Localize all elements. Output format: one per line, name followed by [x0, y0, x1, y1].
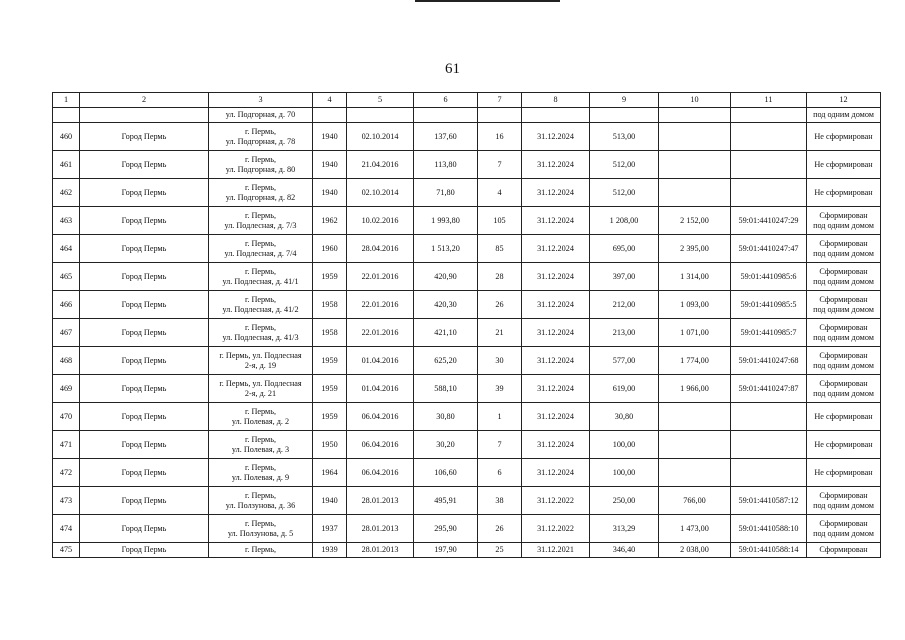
value9-cell: 346,40 — [590, 543, 659, 558]
column-header: 9 — [590, 93, 659, 108]
status-cell — [807, 459, 881, 487]
deadline-cell: 31.12.2024 — [522, 263, 590, 291]
address-cell — [209, 347, 313, 375]
area-cell: 420,90 — [414, 263, 478, 291]
status-line: Сформирован — [819, 322, 868, 332]
count-cell: 16 — [478, 123, 522, 151]
area-cell: 30,20 — [414, 431, 478, 459]
deadline-cell: 31.12.2021 — [522, 543, 590, 558]
status-cell — [807, 347, 881, 375]
area-cell: 420,30 — [414, 291, 478, 319]
column-header: 7 — [478, 93, 522, 108]
date-cell: 28.01.2013 — [347, 487, 414, 515]
address-line: ул. Ползунова, д. 5 — [227, 528, 294, 538]
value10-cell: 1 071,00 — [659, 319, 731, 347]
row-number-cell: 475 — [53, 543, 80, 558]
deadline-cell: 31.12.2024 — [522, 207, 590, 235]
housing-register-table — [52, 92, 881, 558]
cadastral-cell: 59:01:4410985:5 — [731, 291, 807, 319]
cadastral-cell: 59:01:4410587:12 — [731, 487, 807, 515]
area-cell: 30,80 — [414, 403, 478, 431]
address-line: г. Пермь, — [244, 490, 276, 500]
address-cell — [209, 123, 313, 151]
address-line: г. Пермь, — [244, 518, 276, 528]
address-cell: г. Пермь, — [209, 543, 313, 558]
value9-cell: 1 208,00 — [590, 207, 659, 235]
count-cell: 26 — [478, 515, 522, 543]
year-cell: 1962 — [313, 207, 347, 235]
deadline-cell: 31.12.2024 — [522, 347, 590, 375]
city-cell: Город Пермь — [80, 515, 209, 543]
count-cell: 6 — [478, 459, 522, 487]
count-cell: 1 — [478, 403, 522, 431]
status-cell — [807, 403, 881, 431]
value9-cell: 313,29 — [590, 515, 659, 543]
count-cell: 85 — [478, 235, 522, 263]
cadastral-cell — [731, 123, 807, 151]
deadline-cell: 31.12.2022 — [522, 515, 590, 543]
status-cell — [807, 151, 881, 179]
date-cell: 01.04.2016 — [347, 375, 414, 403]
status-line: Сформирован — [819, 210, 868, 220]
row-number-cell: 467 — [53, 319, 80, 347]
city-cell: Город Пермь — [80, 319, 209, 347]
address-line: ул. Полевая, д. 3 — [231, 444, 290, 454]
address-line: ул. Полевая, д. 2 — [231, 416, 290, 426]
value9-cell: 30,80 — [590, 403, 659, 431]
cadastral-cell: 59:01:4410588:10 — [731, 515, 807, 543]
table-row — [53, 347, 881, 375]
column-header: 1 — [53, 93, 80, 108]
deadline-cell: 31.12.2024 — [522, 319, 590, 347]
row-number-cell: 463 — [53, 207, 80, 235]
address-cell — [209, 319, 313, 347]
city-cell: Город Пермь — [80, 151, 209, 179]
status-cell — [807, 207, 881, 235]
deadline-cell: 31.12.2024 — [522, 291, 590, 319]
status-cell — [807, 263, 881, 291]
column-number-row — [53, 93, 881, 108]
status-line: Сформирован — [819, 490, 868, 500]
city-cell: Город Пермь — [80, 291, 209, 319]
date-cell: 06.04.2016 — [347, 403, 414, 431]
value9-cell: 397,00 — [590, 263, 659, 291]
year-cell: 1940 — [313, 151, 347, 179]
table-row — [53, 403, 881, 431]
city-cell: Город Пермь — [80, 431, 209, 459]
count-cell: 39 — [478, 375, 522, 403]
table-row — [53, 375, 881, 403]
column-header: 10 — [659, 93, 731, 108]
row-number-cell: 469 — [53, 375, 80, 403]
address-line: ул. Полевая, д. 9 — [231, 472, 290, 482]
address-line: г. Пермь, ул. Подлесная — [219, 378, 302, 388]
address-line: ул. Подлесная, д. 41/2 — [222, 304, 299, 314]
date-cell: 02.10.2014 — [347, 123, 414, 151]
address-cell — [209, 207, 313, 235]
address-cell — [209, 403, 313, 431]
cadastral-cell: 59:01:4410985:6 — [731, 263, 807, 291]
address-line: г. Пермь, — [244, 210, 276, 220]
city-cell: Город Пермь — [80, 263, 209, 291]
address-cell — [209, 487, 313, 515]
city-cell: Город Пермь — [80, 403, 209, 431]
status-cell — [807, 123, 881, 151]
row-number-cell: 466 — [53, 291, 80, 319]
row-number-cell: 465 — [53, 263, 80, 291]
city-cell: Город Пермь — [80, 179, 209, 207]
date-cell: 28.01.2013 — [347, 543, 414, 558]
year-cell: 1960 — [313, 235, 347, 263]
count-cell: 21 — [478, 319, 522, 347]
address-line: г. Пермь, — [244, 434, 276, 444]
row-number-cell: 461 — [53, 151, 80, 179]
column-header: 5 — [347, 93, 414, 108]
year-cell: 1959 — [313, 263, 347, 291]
date-cell: 22.01.2016 — [347, 319, 414, 347]
count-cell: 38 — [478, 487, 522, 515]
address-line: ул. Подгорная, д. 78 — [225, 136, 296, 146]
column-header: 11 — [731, 93, 807, 108]
status-line: Сформирован — [819, 294, 868, 304]
table-row — [53, 207, 881, 235]
address-line: ул. Подлесная, д. 41/3 — [222, 332, 299, 342]
address-line: г. Пермь, — [244, 406, 276, 416]
address-cell — [209, 179, 313, 207]
status-cell — [807, 375, 881, 403]
year-cell: 1940 — [313, 123, 347, 151]
value10-cell: 1 314,00 — [659, 263, 731, 291]
table-row — [53, 291, 881, 319]
area-cell: 1 993,80 — [414, 207, 478, 235]
status-cell — [807, 235, 881, 263]
address-line: г. Пермь, — [244, 294, 276, 304]
status-line: Сформирован — [819, 238, 868, 248]
row-number-cell: 464 — [53, 235, 80, 263]
status-cell — [807, 319, 881, 347]
area-cell: 421,10 — [414, 319, 478, 347]
top-rule — [415, 0, 560, 2]
year-cell: 1937 — [313, 515, 347, 543]
year-cell: 1940 — [313, 487, 347, 515]
area-cell: 295,90 — [414, 515, 478, 543]
count-cell: 26 — [478, 291, 522, 319]
address-cell — [209, 263, 313, 291]
date-cell: 28.01.2013 — [347, 515, 414, 543]
status-line: под одним домом — [813, 388, 874, 398]
value10-cell: 1 966,00 — [659, 375, 731, 403]
city-cell: Город Пермь — [80, 347, 209, 375]
status-line: Не сформирован — [814, 159, 873, 169]
column-header: 8 — [522, 93, 590, 108]
city-cell: Город Пермь — [80, 543, 209, 558]
address-line: г. Пермь, — [244, 182, 276, 192]
deadline-cell: 31.12.2024 — [522, 151, 590, 179]
address-cell — [209, 375, 313, 403]
status-line: под одним домом — [813, 528, 874, 538]
table-row — [53, 431, 881, 459]
value10-cell — [659, 459, 731, 487]
deadline-cell: 31.12.2024 — [522, 403, 590, 431]
address-cell — [209, 431, 313, 459]
deadline-cell: 31.12.2024 — [522, 123, 590, 151]
count-cell: 7 — [478, 151, 522, 179]
status-line: Не сформирован — [814, 439, 873, 449]
cadastral-cell — [731, 431, 807, 459]
value9-cell: 619,00 — [590, 375, 659, 403]
area-cell: 1 513,20 — [414, 235, 478, 263]
deadline-cell: 31.12.2022 — [522, 487, 590, 515]
date-cell: 22.01.2016 — [347, 263, 414, 291]
deadline-cell: 31.12.2024 — [522, 179, 590, 207]
table-row — [53, 179, 881, 207]
value10-cell — [659, 123, 731, 151]
city-cell: Город Пермь — [80, 487, 209, 515]
value9-cell: 100,00 — [590, 459, 659, 487]
date-cell: 28.04.2016 — [347, 235, 414, 263]
status-line: под одним домом — [813, 276, 874, 286]
status-line: под одним домом — [813, 220, 874, 230]
column-header: 2 — [80, 93, 209, 108]
row-number-cell: 462 — [53, 179, 80, 207]
date-cell: 06.04.2016 — [347, 431, 414, 459]
value10-cell — [659, 431, 731, 459]
value10-cell: 2 395,00 — [659, 235, 731, 263]
year-cell: 1959 — [313, 403, 347, 431]
address-cell — [209, 459, 313, 487]
area-cell: 625,20 — [414, 347, 478, 375]
year-cell: 1958 — [313, 291, 347, 319]
cadastral-cell — [731, 179, 807, 207]
count-cell: 7 — [478, 431, 522, 459]
status-line: Не сформирован — [814, 187, 873, 197]
status-line: под одним домом — [813, 360, 874, 370]
status-line: Не сформирован — [814, 467, 873, 477]
status-cell — [807, 431, 881, 459]
value10-cell — [659, 179, 731, 207]
value9-cell: 577,00 — [590, 347, 659, 375]
cadastral-cell: 59:01:4410247:29 — [731, 207, 807, 235]
area-cell: 495,91 — [414, 487, 478, 515]
address-line: г. Пермь, — [244, 266, 276, 276]
value10-cell: 2 038,00 — [659, 543, 731, 558]
address-cell — [209, 151, 313, 179]
status-cell: под одним домом — [807, 108, 881, 123]
row-number-cell: 468 — [53, 347, 80, 375]
row-number-cell: 473 — [53, 487, 80, 515]
table-row — [53, 459, 881, 487]
address-line: г. Пермь, — [244, 238, 276, 248]
status-line: Сформирован — [819, 518, 868, 528]
status-line: под одним домом — [813, 304, 874, 314]
value10-cell: 2 152,00 — [659, 207, 731, 235]
deadline-cell: 31.12.2024 — [522, 459, 590, 487]
address-line: ул. Подлесная, д. 41/1 — [222, 276, 299, 286]
row-number-cell: 460 — [53, 123, 80, 151]
address-cell — [209, 515, 313, 543]
status-cell — [807, 515, 881, 543]
city-cell: Город Пермь — [80, 123, 209, 151]
city-cell: Город Пермь — [80, 207, 209, 235]
cadastral-cell — [731, 403, 807, 431]
value9-cell: 250,00 — [590, 487, 659, 515]
date-cell: 21.04.2016 — [347, 151, 414, 179]
year-cell: 1964 — [313, 459, 347, 487]
area-cell: 71,80 — [414, 179, 478, 207]
value10-cell: 1 774,00 — [659, 347, 731, 375]
table-row — [53, 487, 881, 515]
year-cell: 1940 — [313, 179, 347, 207]
table-row-last — [53, 543, 881, 558]
row-number-cell: 470 — [53, 403, 80, 431]
year-cell: 1958 — [313, 319, 347, 347]
year-cell: 1939 — [313, 543, 347, 558]
table-row — [53, 123, 881, 151]
address-line: ул. Подлесная, д. 7/3 — [224, 220, 297, 230]
cadastral-cell: 59:01:4410985:7 — [731, 319, 807, 347]
address-cell — [209, 291, 313, 319]
value10-cell: 766,00 — [659, 487, 731, 515]
area-cell: 588,10 — [414, 375, 478, 403]
status-line: Сформирован — [819, 350, 868, 360]
cadastral-cell — [731, 151, 807, 179]
area-cell: 106,60 — [414, 459, 478, 487]
row-number-cell: 471 — [53, 431, 80, 459]
table-row — [53, 263, 881, 291]
value10-cell — [659, 151, 731, 179]
address-line: г. Пермь, — [244, 154, 276, 164]
table-row — [53, 515, 881, 543]
date-cell: 06.04.2016 — [347, 459, 414, 487]
address-line: г. Пермь, — [244, 322, 276, 332]
value10-cell: 1 473,00 — [659, 515, 731, 543]
status-line: Сформирован — [819, 378, 868, 388]
count-cell: 28 — [478, 263, 522, 291]
date-cell: 02.10.2014 — [347, 179, 414, 207]
status-line: Не сформирован — [814, 131, 873, 141]
address-line: ул. Подгорная, д. 80 — [225, 164, 296, 174]
status-cell — [807, 487, 881, 515]
date-cell: 01.04.2016 — [347, 347, 414, 375]
area-cell: 113,80 — [414, 151, 478, 179]
address-line: г. Пермь, — [244, 462, 276, 472]
row-number-cell: 472 — [53, 459, 80, 487]
value9-cell: 213,00 — [590, 319, 659, 347]
deadline-cell: 31.12.2024 — [522, 235, 590, 263]
area-cell: 197,90 — [414, 543, 478, 558]
value9-cell: 100,00 — [590, 431, 659, 459]
row-number-cell: 474 — [53, 515, 80, 543]
count-cell: 105 — [478, 207, 522, 235]
value9-cell: 212,00 — [590, 291, 659, 319]
status-cell — [807, 291, 881, 319]
city-cell: Город Пермь — [80, 375, 209, 403]
deadline-cell: 31.12.2024 — [522, 375, 590, 403]
cadastral-cell: 59:01:4410247:47 — [731, 235, 807, 263]
area-cell: 137,60 — [414, 123, 478, 151]
deadline-cell: 31.12.2024 — [522, 431, 590, 459]
cadastral-cell: 59:01:4410247:68 — [731, 347, 807, 375]
address-line: 2-я, д. 19 — [244, 360, 277, 370]
address-line: ул. Подлесная, д. 7/4 — [224, 248, 297, 258]
status-cell — [807, 179, 881, 207]
value10-cell — [659, 403, 731, 431]
year-cell: 1959 — [313, 375, 347, 403]
date-cell: 22.01.2016 — [347, 291, 414, 319]
status-line: под одним домом — [813, 332, 874, 342]
status-line: Сформирован — [819, 266, 868, 276]
page-number: 61 — [445, 61, 460, 77]
status-line: под одним домом — [813, 500, 874, 510]
address-cell — [209, 235, 313, 263]
status-line: Не сформирован — [814, 411, 873, 421]
value9-cell: 512,00 — [590, 151, 659, 179]
continuation-row — [53, 108, 881, 123]
count-cell: 25 — [478, 543, 522, 558]
table-row — [53, 319, 881, 347]
city-cell: Город Пермь — [80, 235, 209, 263]
column-header: 3 — [209, 93, 313, 108]
count-cell: 4 — [478, 179, 522, 207]
column-header: 6 — [414, 93, 478, 108]
year-cell: 1959 — [313, 347, 347, 375]
address-line: г. Пермь, ул. Подлесная — [219, 350, 302, 360]
address-line: ул. Ползунова, д. 36 — [225, 500, 296, 510]
address-line: г. Пермь, — [244, 126, 276, 136]
status-cell: Сформирован — [807, 543, 881, 558]
cadastral-cell: 59:01:4410588:14 — [731, 543, 807, 558]
year-cell: 1950 — [313, 431, 347, 459]
status-line: под одним домом — [813, 248, 874, 258]
column-header: 4 — [313, 93, 347, 108]
count-cell: 30 — [478, 347, 522, 375]
table-row — [53, 151, 881, 179]
value9-cell: 695,00 — [590, 235, 659, 263]
address-line: ул. Подгорная, д. 82 — [225, 192, 296, 202]
column-header: 12 — [807, 93, 881, 108]
address-cell: ул. Подгорная, д. 70 — [209, 108, 313, 123]
value9-cell: 512,00 — [590, 179, 659, 207]
cadastral-cell: 59:01:4410247:87 — [731, 375, 807, 403]
city-cell: Город Пермь — [80, 459, 209, 487]
value9-cell: 513,00 — [590, 123, 659, 151]
date-cell: 10.02.2016 — [347, 207, 414, 235]
value10-cell: 1 093,00 — [659, 291, 731, 319]
address-line: 2-я, д. 21 — [244, 388, 277, 398]
cadastral-cell — [731, 459, 807, 487]
table-row — [53, 235, 881, 263]
